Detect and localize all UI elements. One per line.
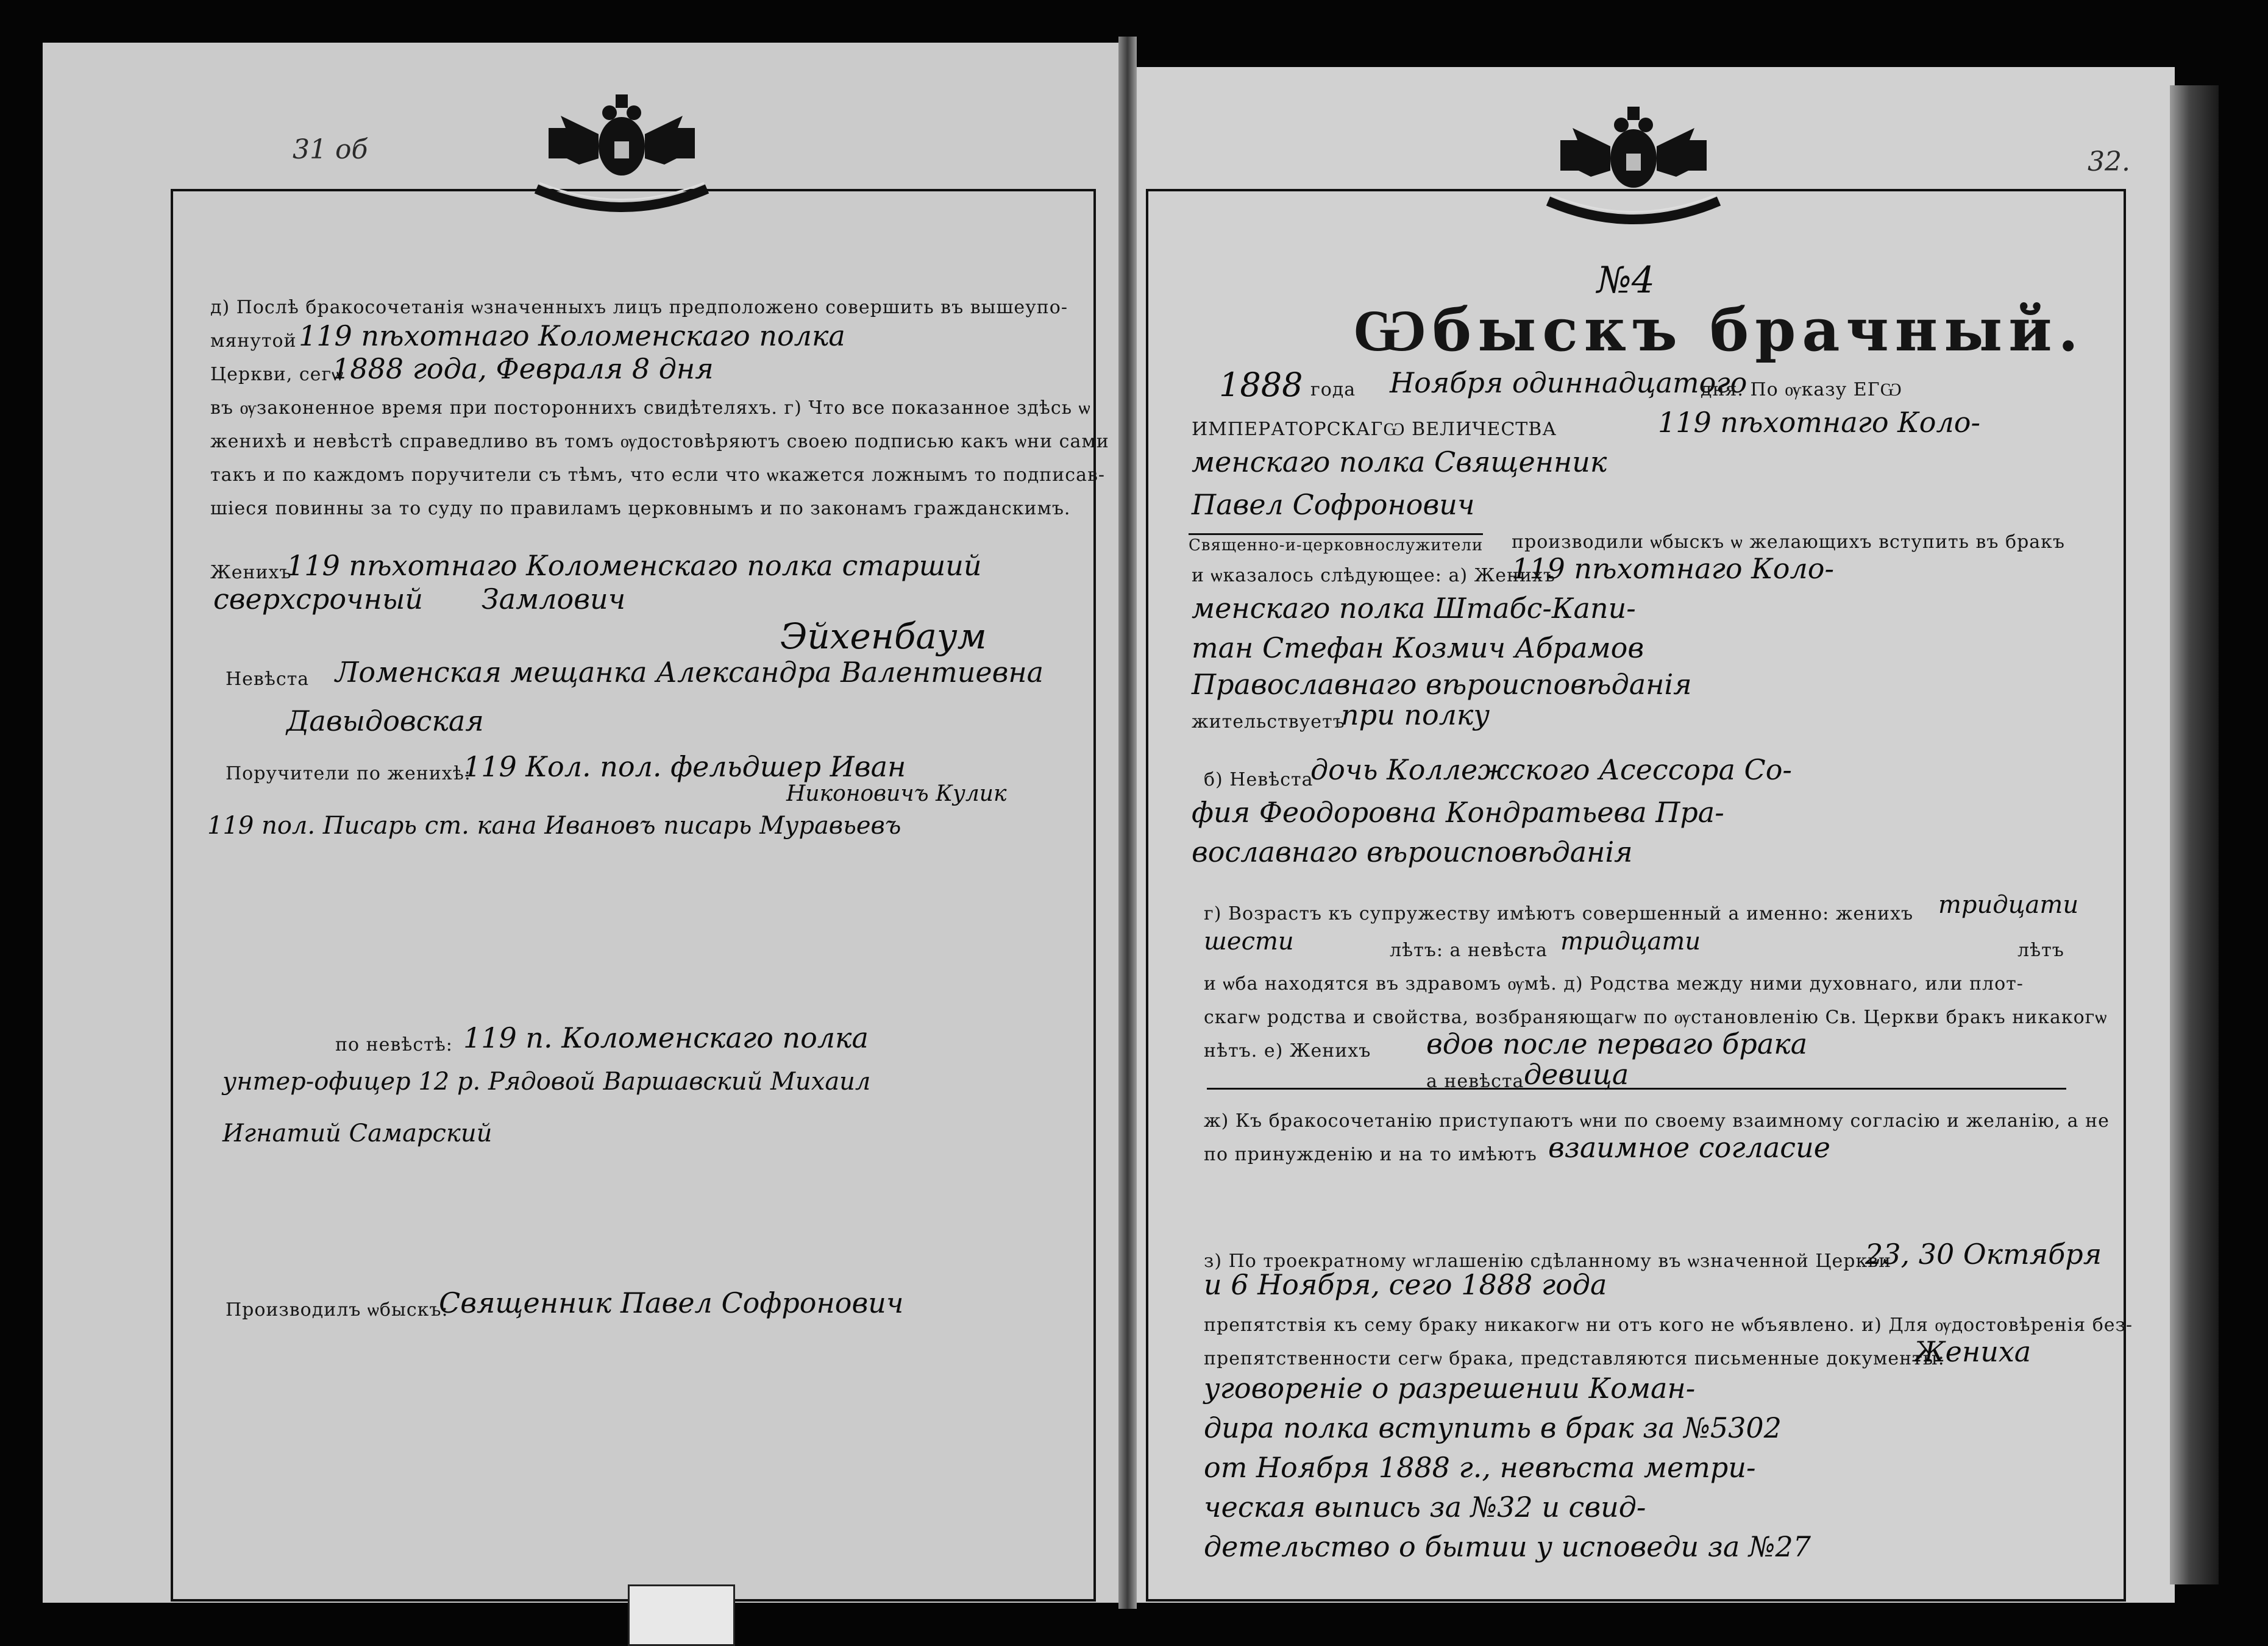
hw-residence: при полку	[1341, 698, 1490, 731]
bookmark-tab	[628, 1584, 735, 1646]
hw-groom-signature: Замлович	[482, 583, 626, 615]
year-label: года	[1310, 379, 1356, 400]
para-d-line-1: д) Послѣ бракосочетанія ѡзначенныхъ лицъ предположено совершить въ вышеупо-	[210, 297, 1068, 318]
residence-label: жительствуетъ	[1192, 711, 1345, 733]
hw-groom-line-2: сверхсрочный	[213, 583, 424, 615]
hw-date: Ноября одиннадцатого	[1390, 366, 1747, 399]
para-d-line-4: въ ѹзаконенное время при постороннихъ свидѣтеляхъ. г) Что все показанное здѣсь ѡ	[210, 397, 1091, 419]
day-label: дня. По ѹказу ЕГѠ	[1701, 379, 1902, 400]
hw-groom-1: 119 пѣхотнаго Коло-	[1512, 552, 1834, 585]
hw-priest: Павел Софронович	[1192, 488, 1475, 521]
para-d-line-7: шiеся повинны за то суду по правиламъ церковнымъ и по законамъ гражданскимъ.	[210, 498, 1071, 519]
hw-consent: взаимное согласие	[1548, 1131, 1830, 1164]
bride-label-right: б) Невѣста	[1204, 769, 1314, 790]
age-line-1: г) Возрастъ къ супружеству имѣютъ совершенный а именно: женихъ	[1204, 903, 1914, 924]
consent-line-1: ж) Къ бракосочетанiю приступаютъ ѡни по своему взаимному согласiю и желанiю, а не	[1204, 1110, 2110, 1132]
age-line-7: а невѣста	[1426, 1071, 1524, 1092]
guarantors-bride-label: по невѣстѣ:	[335, 1034, 453, 1055]
hw-groom-signature-2: Эйхенбаум	[780, 615, 987, 657]
hw-docs-1: Жениха	[1914, 1335, 2032, 1368]
hw-performer: Священник Павел Софронович	[439, 1286, 904, 1319]
hw-groom-2: менскаго полка Штабс-Капи-	[1192, 592, 1636, 625]
search-performed-line: производили ѡбыскъ ѡ желающихъ вступить въ бракъ	[1512, 531, 2066, 553]
hw-docs-6: детельство о бытии у исповеди за №27	[1204, 1530, 1811, 1563]
hw-record-number: №4	[1597, 259, 1655, 302]
hw-groom-4: Православнаго вѣроисповѣданiя	[1192, 668, 1692, 701]
hw-year-date: 1888 года, Февраля 8 дня	[332, 352, 714, 385]
hw-bride-3: вославнаго вѣроисповѣданiя	[1192, 835, 1633, 868]
majesty-line: ИМПЕРАТОРСКАГѠ ВЕЛИЧЕСТВА	[1192, 419, 1557, 440]
age-line-6: нѣтъ. е) Женихъ	[1204, 1040, 1371, 1062]
clergy-label: Священно-и-церковнослужители	[1189, 533, 1483, 553]
hw-age-groom-2: шести	[1204, 928, 1294, 956]
consent-line-2: по принужденiю и на то имѣютъ	[1204, 1144, 1537, 1165]
hw-church-name: 119 пѣхотнаго Коломенскаго полка	[299, 319, 845, 352]
hw-banns-2: и 6 Ноября, сего 1888 года	[1204, 1268, 1607, 1301]
hw-bride-1: дочь Коллежского Асессора Со-	[1310, 753, 1792, 786]
groom-label: Женихъ	[210, 562, 292, 583]
imperial-eagle-emblem-icon	[1536, 104, 1731, 225]
bride-label: Невѣста	[226, 669, 310, 690]
hw-bride-2: фия Феодоровна Кондратьева Пра-	[1192, 796, 1724, 829]
hw-banns-1: 23, 30 Октября	[1865, 1238, 2102, 1271]
hw-docs-5: ческая выпись за №32 и свид-	[1204, 1491, 1646, 1524]
para-d-line-3: Церкви, сегѡ	[210, 364, 344, 385]
document-title: Ѡбыскъ брачный.	[1353, 296, 2085, 364]
hw-year: 1888	[1219, 366, 1303, 404]
banns-line-2: препятствiя къ сему браку никакогѡ ни отъ кого не ѡбъявлено. и) Для ѹдостовѣренiя без-	[1204, 1314, 2133, 1336]
age-line-5: скагѡ родства и свойства, возбраняющагѡ по ѹстановленiю Св. Церкви бракъ никакогѡ	[1204, 1007, 2108, 1028]
hw-guarantors-groom-2: Никоновичъ Кулик	[786, 781, 1007, 806]
hw-regiment-2: менскаго полка Священник	[1192, 445, 1607, 478]
performer-label: Производилъ ѡбыскъ:	[226, 1299, 449, 1321]
hw-bride-line-2: Давыдовская	[286, 704, 484, 737]
banns-line-3: препятственности сегѡ брака, представляются письменные документы:	[1204, 1348, 1945, 1369]
hw-groom-line-1: 119 пѣхотнаго Коломенскаго полка старший	[286, 549, 982, 582]
hw-docs-2: уговоренiе о разрешении Коман-	[1204, 1372, 1696, 1405]
findings-line: и ѡказалось слѣдующее: а) Женихъ	[1192, 565, 1556, 586]
hw-guarantors-bride-2: унтер-офицер 12 р. Рядовой Варшавский Михаил	[222, 1068, 871, 1096]
hw-docs-4: от Ноября 1888 г., невѣста метри-	[1204, 1451, 1756, 1484]
hw-guarantors-bride-1: 119 п. Коломенскаго полка	[463, 1021, 869, 1054]
age-line-2: лѣтъ: а невѣста	[1390, 940, 1548, 961]
divider-line	[1207, 1088, 2066, 1090]
hw-docs-3: дира полка вступить в брак за №5302	[1204, 1411, 1782, 1444]
hw-bride-line-1: Ломенская мещанка Александра Валентиевна	[335, 656, 1044, 689]
imperial-eagle-emblem-icon	[524, 91, 719, 213]
book-spine	[1118, 37, 1137, 1609]
age-line-4: и ѡба находятся въ здравомъ ѹмѣ. д) Родства между ними духовнаго, или плот-	[1204, 973, 2024, 995]
left-page-number: 31 об	[293, 134, 368, 165]
para-d-line-6: такъ и по каждомъ поручители съ тѣмъ, что если что ѡкажется ложнымъ то подписав-	[210, 464, 1106, 486]
hw-regiment-1: 119 пѣхотнаго Коло-	[1658, 406, 1980, 439]
guarantors-groom-label: Поручители по женихѣ:	[226, 763, 471, 784]
right-page-number: 32.	[2088, 146, 2130, 177]
hw-guarantors-groom-3: 119 пол. Писарь ст. кана Ивановъ писарь Муравьевъ	[207, 812, 901, 840]
hw-groom-3: тан Стефан Козмич Абрамов	[1192, 631, 1644, 664]
hw-marriage-bride: девица	[1524, 1058, 1629, 1091]
para-d-line-2: мянутой	[210, 330, 297, 352]
hw-guarantors-bride-3: Игнатий Самарский	[222, 1119, 492, 1148]
page-edges	[2170, 85, 2219, 1584]
hw-marriage-groom: вдов после перваго брака	[1426, 1027, 1808, 1060]
hw-age-groom: тридцати	[1938, 891, 2079, 919]
banns-line-1: з) По троекратному ѡглашенiю сдѣланному въ ѡзначенной Церкви	[1204, 1250, 1892, 1272]
age-line-3: лѣтъ	[2017, 940, 2064, 961]
hw-age-bride: тридцати	[1560, 928, 1701, 956]
hw-guarantors-groom-1: 119 Кол. пол. фельдшер Иван	[463, 750, 906, 783]
para-d-line-5: женихѣ и невѣстѣ справедливо въ томъ ѹдостовѣряютъ своею подписью какъ ѡни сами	[210, 431, 1109, 452]
